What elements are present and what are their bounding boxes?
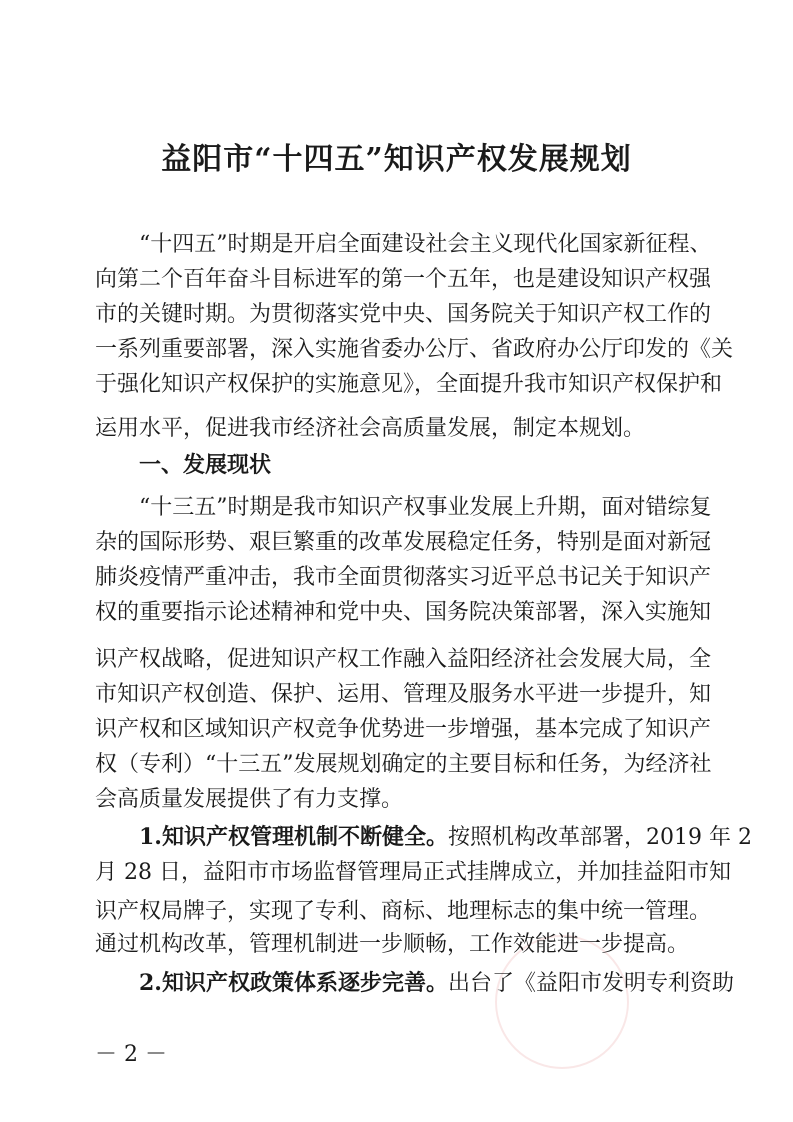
document-title: 益阳市“十四五”知识产权发展规划 bbox=[161, 142, 632, 177]
intro-line: 一系列重要部署，深入实施省委办公厅、省政府办公厅印发的《关 bbox=[95, 337, 734, 362]
item1-first-rest: 按照机构改革部署，2019 年 2 bbox=[447, 825, 752, 850]
intro-line: 向第二个百年奋斗目标进军的第一个五年，也是建设知识产权强 bbox=[95, 267, 712, 292]
item1-line: 识产权局牌子，实现了专利、商标、地理标志的集中统一管理。 bbox=[95, 899, 712, 924]
item2-first-line bbox=[139, 968, 734, 999]
section1-line: 权的重要指示论述精神和党中央、国务院决策部署，深入实施知 bbox=[95, 600, 712, 625]
intro-line: 市的关键时期。为贯彻落实党中央、国务院关于知识产权工作的 bbox=[95, 302, 712, 327]
section1-line: 肺炎疫情严重冲击，我市全面贯彻落实习近平总书记关于知识产 bbox=[95, 565, 712, 590]
section1-line: 识产权战略，促进知识产权工作融入益阳经济社会发展大局，全 bbox=[95, 647, 712, 672]
intro-line: 于强化知识产权保护的实施意见》，全面提升我市知识产权保护和 bbox=[95, 372, 723, 397]
item1-line: 月 28 日，益阳市市场监督管理局正式挂牌成立，并加挂益阳市知 bbox=[95, 860, 731, 885]
item1-lead: 1.知识产权管理机制不断健全。 bbox=[139, 824, 448, 850]
section1-line: 权（专利）“十三五”发展规划确定的主要目标和任务，为经济社 bbox=[95, 752, 712, 777]
section1-line: 识产权和区域知识产权竞争优势进一步增强，基本完成了知识产 bbox=[95, 717, 712, 742]
item2-lead: 2.知识产权政策体系逐步完善。 bbox=[139, 970, 448, 996]
intro-line: 运用水平，促进我市经济社会高质量发展，制定本规划。 bbox=[95, 416, 646, 441]
intro-line: “十四五”时期是开启全面建设社会主义现代化国家新征程、 bbox=[139, 232, 712, 257]
item1-first-line bbox=[139, 822, 752, 853]
page-number: － 2 － bbox=[95, 1042, 167, 1067]
section-heading: 一、发展现状 bbox=[139, 452, 272, 478]
section1-line: 市知识产权创造、保护、运用、管理及服务水平进一步提升，知 bbox=[95, 682, 712, 707]
item2-first-rest: 出台了《益阳市发明专利资助 bbox=[447, 971, 734, 996]
section1-line: “十三五”时期是我市知识产权事业发展上升期，面对错综复 bbox=[139, 495, 712, 520]
section1-line: 会高质量发展提供了有力支撑。 bbox=[95, 787, 404, 812]
item1-line: 通过机构改革，管理机制进一步顺畅，工作效能进一步提高。 bbox=[95, 932, 690, 957]
section1-line: 杂的国际形势、艰巨繁重的改革发展稳定任务，特别是面对新冠 bbox=[95, 530, 712, 555]
